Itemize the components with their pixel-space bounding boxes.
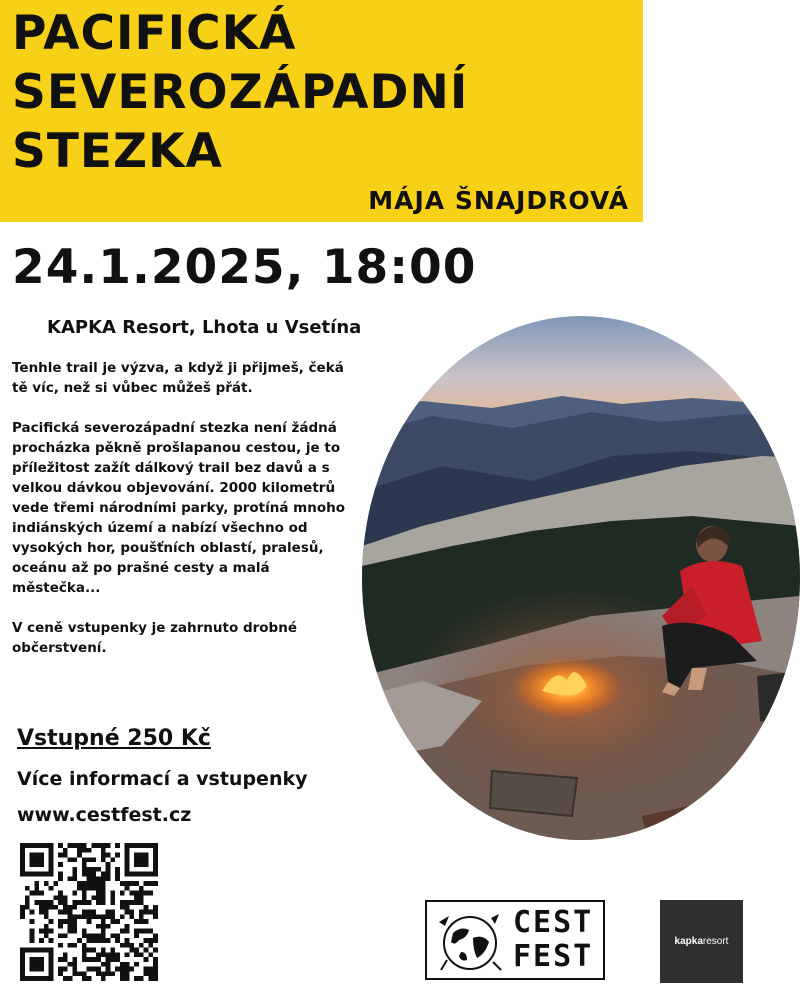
description-paragraph-1: Tenhle trail je výzva, a když ji přijmeš, čeká tě víc, než si vůbec můžeš přát. [12, 360, 344, 396]
author-name: MÁJA ŠNAJDROVÁ [368, 186, 629, 215]
campfire-mountain-photo [362, 316, 800, 840]
cestfest-line-1: CEST [513, 905, 594, 940]
event-venue: KAPKA Resort, Lhota u Vsetína [47, 317, 362, 338]
title-line-1: PACIFICKÁ [12, 6, 297, 61]
title-banner [0, 0, 643, 222]
globe-icon [433, 908, 507, 974]
description-paragraph-2: Pacifická severozápadní stezka není žádná procházka pěkně prošlapanou cestou, je to příležitost zažít dálkový trail bez davů a s velkou dávkou objevování. 2000 kilometrů vede třemi národními parky, protíná mnoho indiánských území a nabízí všechno od vysokých hor, poušťních oblastí, pralesů, oceánu až po prašné cesty a malá městečka... [12, 420, 346, 596]
qr-code[interactable] [20, 843, 158, 981]
cestfest-line-2: FEST [513, 939, 594, 974]
description-paragraph-3: V ceně vstupenky je zahrnuto drobné občerstvení. [12, 620, 297, 656]
cestfest-wordmark [513, 906, 593, 974]
kapka-logo-rest: resort [702, 936, 729, 947]
title-line-2: SEVEROZÁPADNÍ [12, 65, 469, 120]
event-description [12, 358, 362, 678]
event-datetime: 24.1.2025, 18:00 [12, 240, 477, 295]
cestfest-logo [425, 900, 605, 980]
event-title [12, 4, 468, 181]
ticket-price: Vstupné 250 Kč [17, 726, 211, 751]
website-link[interactable]: www.cestfest.cz [17, 804, 192, 826]
title-line-3: STEZKA [12, 124, 223, 179]
more-info-text: Více informací a vstupenky [17, 768, 308, 790]
kapka-resort-logo [660, 900, 743, 983]
kapka-logo-bold: kapka [674, 936, 703, 947]
